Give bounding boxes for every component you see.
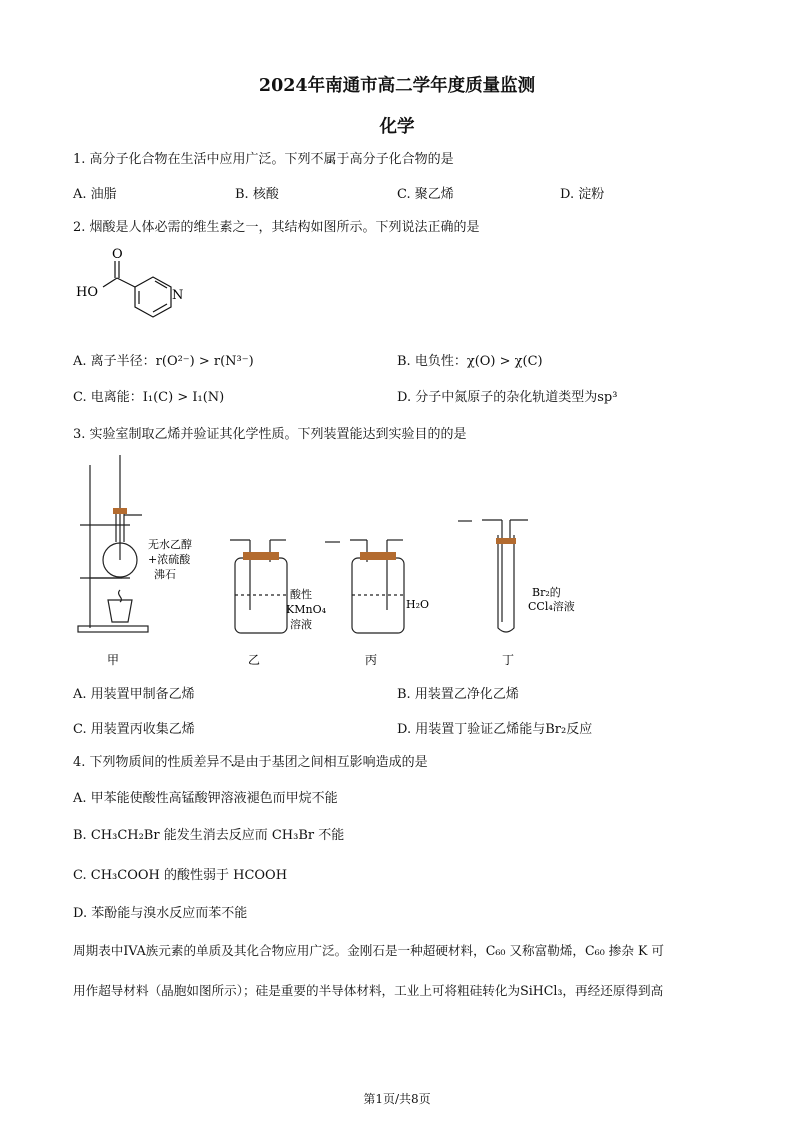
label-jia: 甲 [107,653,120,667]
q1-stem-a: 1. 高分子化合物在生活中应用广泛。下列 [73,152,311,167]
jia-note-3: 沸石 [154,568,176,581]
q2-option-c: C. 电离能：I₁(C) > I₁(N) [73,390,225,405]
jia-note-2: +浓硫酸 [148,553,191,566]
q4-stem-a: 4. 下列物质间的性质差异 [73,755,220,770]
q3-option-b: B. 用装置乙净化乙烯 [397,687,519,702]
label-ding: 丁 [502,653,515,667]
ding-note-1: Br₂的 [532,586,561,599]
q1-option-a: A. 油脂 [73,187,117,202]
q2-option-b: B. 电负性：χ(O) > χ(C) [397,354,543,369]
q3-stem: 3. 实验室制取乙烯并验证其化学性质。下列装置能达到实验目的的是 [73,427,467,442]
q1-stem [73,148,454,167]
q4-stem-emph: 不是 [219,755,246,770]
q2-stem: 2. 烟酸是人体必需的维生素之一，其结构如图所示。下列说法正确的是 [73,220,480,235]
q1-stem-b: 高分子化合物的是 [349,152,454,167]
yi-note-1: 酸性 [290,588,312,601]
bing-note: H₂O [406,598,430,611]
passage-line-1: 周期表中IVA族元素的单质及其化合物应用广泛。金刚石是一种超硬材料，C₆₀ 又称富勒烯，C₆₀ 掺杂 K 可 [73,943,664,958]
q2-option-a: A. 离子半径：r(O²⁻) > r(N³⁻) [73,354,254,369]
q4-option-b: B. CH₃CH₂Br 能发生消去反应而 CH₃Br 不能 [73,828,345,843]
yi-note-2: KMnO₄ [286,603,326,616]
mol-o-label: O [112,247,123,262]
q1-option-b: B. 核酸 [235,187,279,202]
mol-n-label: N [172,288,184,303]
label-bing: 丙 [365,653,378,667]
jia-note-1: 无水乙醇 [148,538,192,551]
q4-option-a: A. 甲苯能使酸性高锰酸钾溶液褪色而甲烷不能 [73,791,338,806]
nicotinic-acid-structure [73,245,203,330]
q4-option-d: D. 苯酚能与溴水反应而苯不能 [73,906,248,921]
ding-note-2: CCl₄溶液 [528,600,575,613]
subject-title: 化学 [379,117,415,137]
q4-option-c: C. CH₃COOH 的酸性弱于 HCOOH [73,868,288,883]
q4-stem-b: 由于基团之间相互影响造成的是 [245,755,428,770]
q4-stem [73,751,428,770]
mol-ho-label: HO [76,285,98,300]
label-yi: 乙 [248,653,261,667]
yi-note-3: 溶液 [290,618,312,631]
passage-line-2: 用作超导材料（晶胞如图所示）；硅是重要的半导体材料，工业上可将粗硅转化为SiHCl₃，再经还原得到高 [73,983,664,998]
q3-apparatus-figure [70,450,630,672]
q3-option-a: A. 用装置甲制备乙烯 [73,687,195,702]
q3-option-c: C. 用装置丙收集乙烯 [73,722,195,737]
q1-option-d: D. 淀粉 [560,187,605,202]
q3-option-d: D. 用装置丁验证乙烯能与Br₂反应 [397,722,593,737]
q1-stem-emph: 不属于 [310,152,350,167]
q1-option-c: C. 聚乙烯 [397,187,454,202]
page-footer: 第1页/共8页 [363,1092,431,1106]
page-title: 2024年南通市高二学年度质量监测 [258,76,536,96]
q2-option-d: D. 分子中氮原子的杂化轨道类型为sp³ [397,390,618,405]
